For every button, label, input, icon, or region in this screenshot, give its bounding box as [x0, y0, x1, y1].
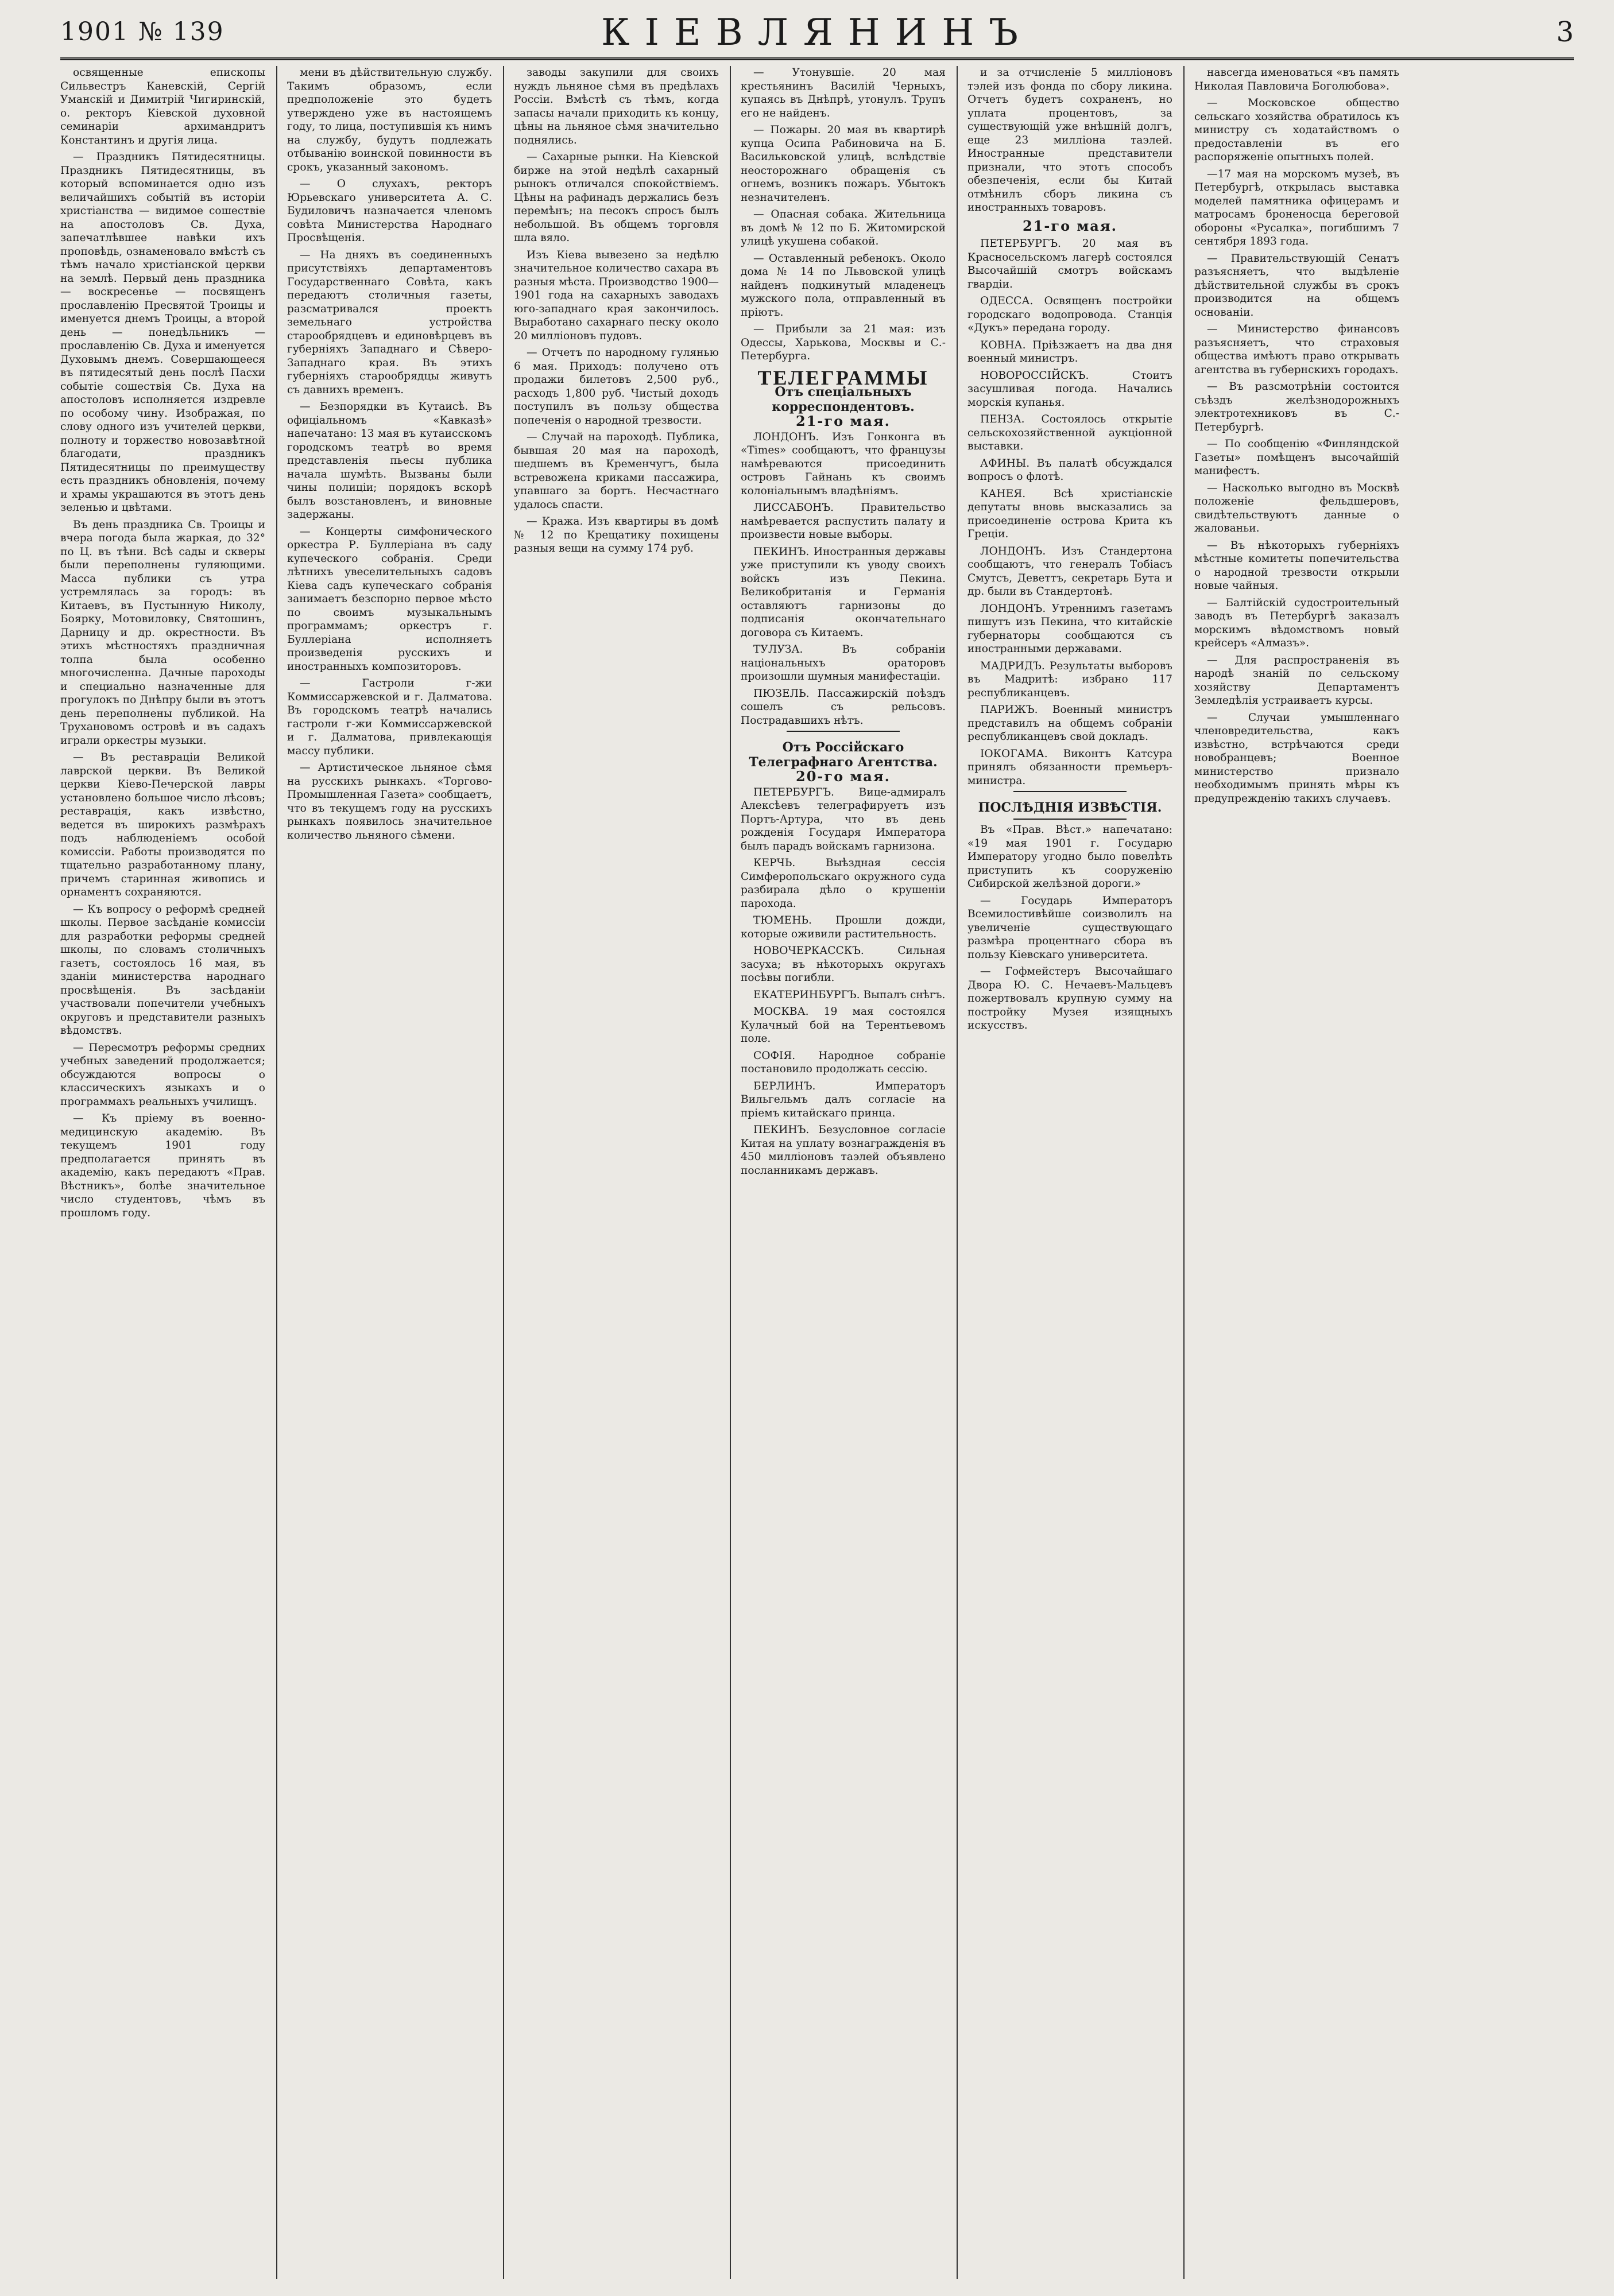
newspaper-title: КІЕВЛЯНИНЪ — [601, 11, 1033, 54]
article-paragraph: ПАРИЖЪ. Военный министръ представилъ на общемъ собраніи республиканцевъ свой докладъ. — [967, 704, 1172, 743]
dateline: 21-го мая. — [1023, 217, 1117, 234]
page-number: 3 — [1556, 16, 1574, 48]
article-paragraph: — Къ вопросу о реформѣ средней школы. Первое засѣданіе комиссіи для разработки реформы средней школы, по словамъ столичныхъ газетъ, состоялось 16 мая, въ зданіи министерства народнаго просвѣщенія. Въ засѣданіи участвовали попечители учебныхъ округовъ и представители разныхъ вѣдомствъ. — [60, 903, 265, 1037]
column-4 — [741, 66, 946, 2279]
article-paragraph: ЛОНДОНЪ. Утреннимъ газетамъ пишутъ изъ Пекина, что китайскіе губернаторы сообщаются съ иностранными державами. — [967, 602, 1172, 655]
article-paragraph: — Сахарные рынки. На Кіевской бирже на этой недѣлѣ сахарный рынокъ отличался спокойствіемъ. Цѣны на рафинадъ держались безъ перемѣнъ; на песокъ спросъ былъ небольшой. Въ общемъ торговля шла вяло. — [514, 151, 719, 244]
column-divider — [957, 66, 958, 2279]
article-paragraph: ПЮЗЕЛЬ. Пассажирскій поѣздъ сошелъ съ рельсовъ. Пострадавшихъ нѣтъ. — [741, 687, 946, 727]
column-divider — [276, 66, 277, 2279]
telegrams-subtitle: Отъ спеціальныхъ корреспондентовъ. — [772, 385, 915, 414]
article-paragraph: — Министерство финансовъ разъясняетъ, что страховыя общества имѣютъ право открывать агентства въ губернскихъ городахъ. — [1194, 323, 1399, 376]
article-paragraph: освященные епископы Сильвестръ Каневскій, Сергій Уманскій и Димитрій Чигиринскій, о. ректоръ Кіевской духовной семинаріи архимандритъ Константинъ и другія лица. — [60, 67, 265, 146]
article-paragraph: — Кража. Изъ квартиры въ домѣ № 12 по Крещатику похищены разныя вещи на сумму 174 руб. — [514, 515, 719, 554]
article-paragraph: и за отчисленіе 5 милліоновъ тэлей изъ фонда по сбору ликина. Отчетъ будетъ сохраненъ, но уплата процентовъ, за существующій уже внѣшній долгъ, еще 23 милліона таэлей. Иностранные представители признали, что этотъ способъ обезпеченія, если бы Китай отмѣнилъ сборъ ликина съ иностранныхъ товаровъ. — [967, 67, 1172, 214]
article-paragraph: КОВНА. Пріѣзжаетъ на два дня военный министръ. — [967, 339, 1172, 364]
article-paragraph: — Гастроли г-жи Коммиссаржевской и г. Далматова. Въ городскомъ театрѣ начались гастроли г-жи Коммиссаржевской и г. Далматова, привлекающія массу публики. — [287, 677, 492, 757]
article-paragraph: — Случай на пароходѣ. Публика, бывшая 20 мая на пароходѣ, шедшемъ въ Кременчугъ, была встревожена криками пассажира, упавшаго за бортъ. Несчастнаго удалось спасти. — [514, 431, 719, 511]
article-paragraph: Въ день праздника Св. Троицы и вчера погода была жаркая, до 32° по Ц. въ тѣни. Всѣ сады и скверы были переполнены гуляющими. Масса публики съ утра устремлялась за городъ: въ Китаевъ, въ Пустынную Николу, Боярку, Мотовиловку, Святошинъ, Дарницу и др. окрестности. Въ этихъ мѣстностяхъ праздничная толпа была особенно многочисленна. Дачные пароходы и специально назначенные для прогулокъ по Днѣпру были въ этотъ день переполнены публикой. На Трухановомъ островѣ и въ садахъ играли оркестры музыки. — [60, 518, 265, 747]
article-paragraph: ПЕТЕРБУРГЪ. 20 мая въ Красносельскомъ лагерѣ состоялся Высочайшій смотръ войскамъ гвардіи. — [967, 238, 1172, 290]
masthead-rule — [60, 57, 1574, 60]
article-paragraph: Изъ Кіева вывезено за недѣлю значительное количество сахара въ разныя мѣста. Производство 1900—1901 года на сахарныхъ заводахъ юго-западнаго края закончилось. Выработано сахарнаго песку около 20 милліоновъ пудовъ. — [514, 249, 719, 342]
column-divider — [730, 66, 731, 2279]
article-paragraph: ПЕНЗА. Состоялось открытіе сельскохозяйственной аукціонной выставки. — [967, 413, 1172, 452]
article-paragraph: — Государь Императоръ Всемилостивѣйше соизволилъ на увеличеніе существующаго размѣра процентнаго сбора въ пользу Кіевскаго университета. — [967, 894, 1172, 961]
article-paragraph: — Въ нѣкоторыхъ губерніяхъ мѣстные комитеты попечительства о народной трезвости открыли новые чайныя. — [1194, 539, 1399, 592]
article-paragraph: НОВОРОССІЙСКЪ. Стоитъ засушливая погода. Начались морскія купанья. — [967, 369, 1172, 409]
article-paragraph: АФИНЫ. Въ палатѣ обсуждался вопросъ о флотѣ. — [967, 457, 1172, 483]
article-paragraph: БЕРЛИНЪ. Императоръ Вильгельмъ далъ согласіе на пріемъ китайскаго принца. — [741, 1080, 946, 1119]
article-paragraph: — На дняхъ въ соединенныхъ присутствіяхъ департаментовъ Государственнаго Совѣта, какъ передаютъ столичныя газеты, разсматривался проектъ земельнаго устройства старообрядцевъ и единовѣрцевъ въ губерніяхъ Западнаго и Сѣверо-Западнаго края. Въ этихъ губерніяхъ старообрядцы живутъ съ давнихъ временъ. — [287, 249, 492, 396]
article-paragraph: ТЮМЕНЬ. Прошли дожди, которые оживили растительность. — [741, 914, 946, 940]
article-paragraph: Въ «Прав. Вѣст.» напечатано: «19 мая 1901 г. Государю Императору угодно было повелѣть приступить къ сооруженію Сибирской желѣзной дороги.» — [967, 824, 1172, 890]
article-paragraph: — Безпорядки въ Кутаисѣ. Въ офиціальномъ «Кавказѣ» напечатано: 13 мая въ кутаисскомъ городскомъ театрѣ во время представленія пьесы публика начала шумѣть. Вызваны были чины полиціи; порядокъ вскорѣ былъ возстановленъ, и виновные задержаны. — [287, 401, 492, 521]
article-paragraph: навсегда именоваться «въ память Николая Павловича Боголюбова». — [1194, 67, 1399, 92]
issue-number: 1901 № 139 — [60, 17, 225, 46]
article-paragraph: ЛОНДОНЪ. Изъ Гонконга въ «Times» сообщаютъ, что французы намѣреваются присоединить островъ Гайнань къ своимъ колоніальнымъ владѣніямъ. — [741, 430, 946, 497]
article-paragraph: ПЕКИНЪ. Иностранныя державы уже приступили къ уводу своихъ войскъ изъ Пекина. Великобританія и Германія оставляютъ гарнизоны до подписанія окончательнаго договора съ Китаемъ. — [741, 545, 946, 639]
article-paragraph: — Пересмотръ реформы средних учебных заведений продолжается; обсуждаются вопросы о классическихъ языкахъ и о программахъ реальныхъ училищъ. — [60, 1041, 265, 1108]
article-paragraph: МАДРИДЪ. Результаты выборовъ въ Мадритѣ: избрано 117 республиканцевъ. — [967, 660, 1172, 699]
article-paragraph: ІОКОГАМА. Виконтъ Катсура принялъ обязанности премьеръ-министра. — [967, 747, 1172, 787]
article-paragraph: ЛОНДОНЪ. Изъ Стандертона сообщаютъ, что генералъ Тобіасъ Смутсъ, Деветтъ, секретарь Бута и др. были въ Стандертонѣ. — [967, 545, 1172, 598]
section-rule — [1013, 819, 1127, 820]
columns-area — [60, 66, 1570, 2279]
latest-news-header — [967, 800, 1172, 815]
article-paragraph: ТУЛУЗА. Въ собраніи національныхъ ораторовъ произошли шумныя манифестаціи. — [741, 643, 946, 682]
telegrams-date: 21-го мая. — [796, 413, 891, 429]
article-paragraph: — Пожары. 20 мая въ квартирѣ купца Осипа Рабиновича на Б. Васильковской улицѣ, вслѣдствіе неосторожнаго обращенія съ огнемъ, возникъ пожаръ. Убытокъ незначителенъ. — [741, 124, 946, 204]
column-6 — [1194, 66, 1399, 2279]
article-paragraph: ОДЕССА. Освященъ постройки городскаго водопровода. Станція «Дукъ» передана городу. — [967, 295, 1172, 334]
article-paragraph: — Оставленный ребенокъ. Около дома № 14 по Львовской улицѣ найденъ подкинутый младенецъ мужского пола, отправленный въ пріютъ. — [741, 252, 946, 319]
agency-date: 20-го мая. — [796, 768, 891, 785]
article-paragraph: — Насколько выгодно въ Москвѣ положеніе фельдшеровъ, свидѣтельствуютъ данные о жалованьи. — [1194, 482, 1399, 534]
section-rule — [1013, 791, 1127, 792]
article-paragraph: — Для распространенія въ народѣ знаній по сельскому хозяйству Департаментъ Земледѣлія устраиваетъ курсы. — [1194, 654, 1399, 707]
column-divider — [503, 66, 504, 2279]
article-paragraph: СОФІЯ. Народное собраніе постановило продолжать сессію. — [741, 1049, 946, 1075]
column-1 — [60, 66, 265, 2279]
agency-header — [741, 740, 946, 784]
latest-news-title: ПОСЛѢДНІЯ ИЗВѢСТІЯ. — [978, 800, 1162, 815]
article-paragraph: КЕРЧЬ. Выѣздная сессія Симферопольскаго окружного суда разбирала дѣло о крушеніи парохода. — [741, 857, 946, 910]
article-paragraph: — По сообщенію «Финляндской Газеты» помѣщенъ высочайшій манифестъ. — [1194, 438, 1399, 477]
article-paragraph: — Отчетъ по народному гулянью 6 мая. Приходъ: получено отъ продажи билетовъ 2,500 руб., расходъ 1,800 руб. Чистый доходъ поступилъ въ пользу общества попеченія о народной трезвости. — [514, 347, 719, 426]
column-2 — [287, 66, 492, 2279]
article-paragraph: — Къ пріему въ военно-медицинскую академію. Въ текущемъ 1901 году предполагается принять въ академію, какъ передаютъ «Прав. Вѣстникъ», болѣе значительное число студентовъ, чѣмъ въ прошломъ году. — [60, 1112, 265, 1219]
article-paragraph: — Прибыли за 21 мая: изъ Одессы, Харькова, Москвы и С.-Петербурга. — [741, 323, 946, 362]
article-paragraph: — Балтійскій судостроительный заводъ въ Петербургѣ заказалъ морскимъ вѣдомствомъ новый крейсеръ «Алмазъ». — [1194, 596, 1399, 649]
article-paragraph: мени въ дѣйствительную службу. Такимъ образомъ, если предположеніе это будетъ утверждено уже въ настоящемъ году, то лица, поступившія къ нимъ на службу, будутъ подлежать отбыванію воинской повинности въ срокъ, указанный закономъ. — [287, 67, 492, 173]
article-paragraph: —17 мая на морскомъ музеѣ, въ Петербургѣ, открылась выставка моделей памятника офицерамъ и матросамъ броненосца береговой обороны «Русалка», погибшимъ 7 сентября 1893 года. — [1194, 168, 1399, 247]
article-paragraph: — Московское общество сельскаго хозяйства обратилось къ министру съ ходатайствомъ о предоставленіи въ его распоряженіе опытныхъ полей. — [1194, 97, 1399, 163]
article-paragraph: — Артистическое льняное сѣмя на русскихъ рынкахъ. «Торгово-Промышленная Газета» сообщаетъ, что въ текущемъ году на русскихъ рынкахъ появилось значительное количество льняного сѣмени. — [287, 762, 492, 841]
article-paragraph: ПЕКИНЪ. Безусловное согласіе Китая на уплату вознагражденія въ 450 милліоновъ таэлей объявлено посланникамъ державъ. — [741, 1124, 946, 1177]
article-paragraph: ЛИССАБОНЪ. Правительство намѣревается распустить палату и произвести новые выборы. — [741, 502, 946, 541]
article-paragraph: КАНЕЯ. Всѣ христіанскіе депутаты вновь высказались за присоединеніе острова Крита къ Греціи. — [967, 487, 1172, 540]
article-paragraph: — Правительствующій Сенатъ разъясняетъ, что выдѣленіе дѣйствительной службы въ срокъ производится на общемъ основаніи. — [1194, 252, 1399, 319]
column-3 — [514, 66, 719, 2279]
article-paragraph: МОСКВА. 19 мая состоялся Кулачный бой на Терентьевомъ поле. — [741, 1006, 946, 1045]
article-paragraph: — О слухахъ, ректоръ Юрьевскаго университета А. С. Будиловичъ назначается членомъ совѣта Министерства Народнаго Просвѣщенія. — [287, 178, 492, 244]
article-paragraph: заводы закупили для своихъ нуждъ льняное сѣмя въ предѣлахъ Россіи. Вмѣстѣ съ тѣмъ, когда запасы начали приходить къ концу, цѣны на льняное сѣмя значительно поднялись. — [514, 67, 719, 146]
section-rule — [787, 731, 900, 732]
article-paragraph: — Концерты симфонического оркестра Р. Буллеріана въ саду купеческого собранія. Среди лѣтнихъ увеселительныхъ садовъ Кіева садъ купеческаго собранія занимаетъ безспорно первое мѣсто по своимъ музыкальнымъ программамъ; оркестръ г. Буллеріана исполняетъ произведенія русскихъ и иностранныхъ композиторовъ. — [287, 525, 492, 673]
article-paragraph: ПЕТЕРБУРГЪ. Вице-адмиралъ Алексѣевъ телеграфируетъ изъ Портъ-Артура, что въ день рожденія Государя Императора былъ парадъ войскамъ гарнизона. — [741, 786, 946, 852]
column-divider — [1183, 66, 1185, 2279]
article-paragraph: — Гофмейстеръ Высочайшаго Двора Ю. С. Нечаевъ-Мальцевъ пожертвовалъ крупную сумму на постройку Музея изящныхъ искусствъ. — [967, 965, 1172, 1031]
column-5 — [967, 66, 1172, 2279]
article-paragraph: — Утонувшіе. 20 мая крестьянинъ Василій Черныхъ, купаясь въ Днѣпрѣ, утонулъ. Трупъ его не найденъ. — [741, 67, 946, 119]
telegrams-title: ТЕЛЕГРАММЫ — [757, 366, 929, 389]
article-paragraph: — Случаи умышленнаго членовредительства, какъ извѣстно, встрѣчаются среди новобранцевъ; Военное министерство признало необходимымъ принять мѣры къ предупрежденію такихъ случаевъ. — [1194, 711, 1399, 805]
article-paragraph: — Въ реставраціи Великой лаврской церкви. Въ Великой церкви Кіево-Печерской лавры установлено большое число лѣсовъ; реставрація, какъ извѣстно, ведется въ широкихъ размѣрахъ подъ наблюденіемъ особой комиссіи. Работы производятся по тщательно разработанному плану, причемъ старинная живопись и орнаментъ сохраняются. — [60, 751, 265, 898]
article-paragraph: — Въ разсмотрѣніи состоится съѣздъ желѣзнодорожныхъ электротехниковъ въ С.-Петербургѣ. — [1194, 381, 1399, 433]
article-paragraph: — Праздникъ Пятидесятницы. Праздникъ Пятидесятницы, въ который вспоминается одно изъ величайшихъ событій въ исторіи христіанства — видимое сошествіе на апостоловъ Св. Духа, запечатлѣвшее навѣки ихъ проповѣдь, ознаменовало вмѣстѣ съ тѣмъ начало христіанской церкви на землѣ. Первый день праздника — воскресенье — посвященъ прославленію Пресвятой Троицы и именуется днемъ Троицы, а второй день — понедѣльникъ — прославленію Св. Духа и именуется Духовымъ днемъ. Совершающееся въ пятидесятый день послѣ Пасхи событіе сошествія Св. Духа на апостоловъ исполняется издревле по особому чину. Изображая, по слову одного изъ учителей церкви, полноту и торжество новозавѣтной благодати, праздникъ Пятидесятницы по преимуществу есть праздникъ обновленія, почему и храмы украшаются въ этотъ день зеленью и цвѣтами. — [60, 151, 265, 514]
article-paragraph: — Опасная собака. Жительница въ домѣ № 12 по Б. Житомирской улицѣ укушена собакой. — [741, 208, 946, 247]
article-paragraph: НОВОЧЕРКАССКЪ. Сильная засуха; въ нѣкоторыхъ округахъ посѣвы погибли. — [741, 945, 946, 984]
masthead — [60, 11, 1574, 69]
telegrams-header — [741, 366, 946, 429]
agency-title: Отъ Россійскаго Телеграфнаго Агентства. — [749, 740, 938, 770]
article-paragraph: ЕКАТЕРИНБУРГЪ. Выпалъ снѣгъ. — [753, 988, 946, 1001]
